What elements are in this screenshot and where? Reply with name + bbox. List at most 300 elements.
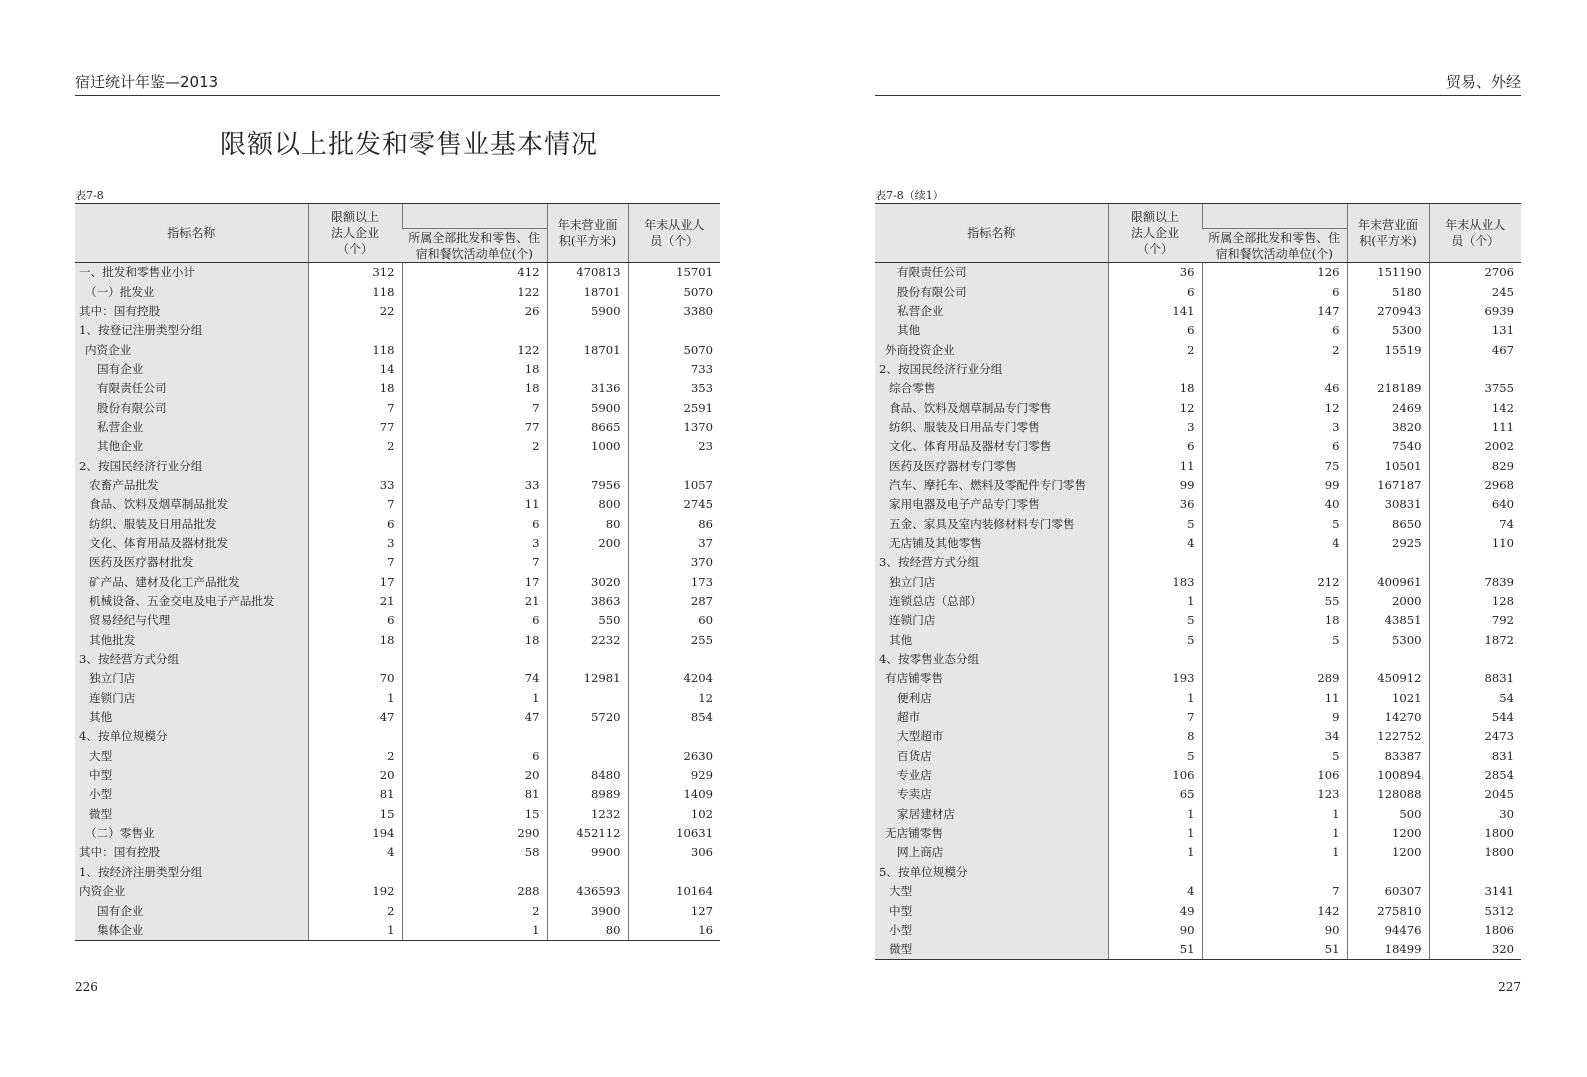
legal-entities-cell: 1 xyxy=(308,921,402,941)
all-units-cell: 46 xyxy=(1202,379,1347,398)
indicator-cell: 医药及医疗器材专门零售 xyxy=(875,456,1108,475)
area-cell: 1200 xyxy=(1347,843,1429,862)
employees-cell: 1409 xyxy=(628,785,720,804)
indicator-cell: 专业店 xyxy=(875,766,1108,785)
table-row xyxy=(875,553,1521,572)
indicator-cell: 超市 xyxy=(875,708,1108,727)
all-units-cell: 3 xyxy=(402,534,547,553)
legal-entities-cell: 2 xyxy=(308,901,402,920)
employees-cell: 854 xyxy=(628,708,720,727)
employees-cell xyxy=(1429,553,1521,572)
indicator-cell: 5、按单位规模分 xyxy=(875,863,1108,882)
legal-entities-cell: 2 xyxy=(308,747,402,766)
legal-entities-cell: 21 xyxy=(308,592,402,611)
area-cell: 5300 xyxy=(1347,631,1429,650)
legal-entities-cell: 5 xyxy=(1108,747,1202,766)
indicator-cell: 贸易经纪与代理 xyxy=(75,611,308,630)
indicator-cell: 其他批发 xyxy=(75,631,308,650)
employees-cell: 2854 xyxy=(1429,766,1521,785)
legal-entities-cell xyxy=(1108,650,1202,669)
area-cell: 18499 xyxy=(1347,940,1429,960)
area-cell: 5900 xyxy=(547,302,628,321)
indicator-cell: 纺织、服装及日用品批发 xyxy=(75,514,308,533)
legal-entities-cell: 49 xyxy=(1108,901,1202,920)
table-row xyxy=(875,340,1521,359)
indicator-cell: 综合零售 xyxy=(875,379,1108,398)
table-row xyxy=(875,360,1521,379)
indicator-cell: 微型 xyxy=(75,805,308,824)
indicator-cell: 股份有限公司 xyxy=(75,398,308,417)
employees-cell: 131 xyxy=(1429,321,1521,340)
employees-cell xyxy=(628,727,720,746)
area-cell: 122752 xyxy=(1347,727,1429,746)
legal-entities-cell: 6 xyxy=(308,611,402,630)
employees-cell: 7839 xyxy=(1429,573,1521,592)
indicator-cell: 其他企业 xyxy=(75,437,308,456)
employees-cell xyxy=(628,650,720,669)
area-cell xyxy=(547,321,628,340)
employees-cell: 2630 xyxy=(628,747,720,766)
indicator-cell: 内资企业 xyxy=(75,340,308,359)
page-number-left: 226 xyxy=(75,980,98,994)
employees-cell: 2706 xyxy=(1429,263,1521,283)
all-units-cell: 9 xyxy=(1202,708,1347,727)
legal-entities-cell: 1 xyxy=(1108,805,1202,824)
employees-cell: 2002 xyxy=(1429,437,1521,456)
area-cell: 8650 xyxy=(1347,514,1429,533)
all-units-cell xyxy=(402,727,547,746)
table-row xyxy=(875,592,1521,611)
area-cell: 1021 xyxy=(1347,689,1429,708)
employees-cell: 2591 xyxy=(628,398,720,417)
legal-entities-cell: 183 xyxy=(1108,573,1202,592)
area-cell xyxy=(1347,863,1429,882)
employees-cell: 23 xyxy=(628,437,720,456)
area-cell: 30831 xyxy=(1347,495,1429,514)
table-row xyxy=(75,302,720,321)
indicator-cell: 矿产品、建材及化工产品批发 xyxy=(75,573,308,592)
table-row xyxy=(75,824,720,843)
employees-cell: 2745 xyxy=(628,495,720,514)
area-cell: 2925 xyxy=(1347,534,1429,553)
table-row xyxy=(875,514,1521,533)
all-units-cell xyxy=(1202,863,1347,882)
header-indicator: 指标名称 xyxy=(75,204,308,263)
employees-cell: 10164 xyxy=(628,882,720,901)
legal-entities-cell: 2 xyxy=(1108,340,1202,359)
legal-entities-cell: 3 xyxy=(1108,418,1202,437)
all-units-cell xyxy=(1202,360,1347,379)
table-row xyxy=(875,863,1521,882)
area-cell: 60307 xyxy=(1347,882,1429,901)
legal-entities-cell xyxy=(308,727,402,746)
area-cell: 3820 xyxy=(1347,418,1429,437)
page-title: 限额以上批发和零售业基本情况 xyxy=(220,130,599,160)
area-cell: 3900 xyxy=(547,901,628,920)
indicator-cell: 连锁门店 xyxy=(75,689,308,708)
page-number-right: 227 xyxy=(1498,980,1521,994)
legal-entities-cell: 6 xyxy=(1108,321,1202,340)
legal-entities-cell xyxy=(308,456,402,475)
table-row xyxy=(875,824,1521,843)
table-row xyxy=(75,882,720,901)
all-units-cell: 4 xyxy=(1202,534,1347,553)
area-cell xyxy=(1347,650,1429,669)
area-cell: 400961 xyxy=(1347,573,1429,592)
indicator-cell: 集体企业 xyxy=(75,921,308,941)
employees-cell: 370 xyxy=(628,553,720,572)
area-cell: 3136 xyxy=(547,379,628,398)
employees-cell: 320 xyxy=(1429,940,1521,960)
stats-table-right xyxy=(875,203,1521,960)
header-legal-entities: 限额以上 法人企业 （个） xyxy=(308,204,402,263)
all-units-cell: 3 xyxy=(1202,418,1347,437)
employees-cell: 831 xyxy=(1429,747,1521,766)
legal-entities-cell: 99 xyxy=(1108,476,1202,495)
legal-entities-cell: 14 xyxy=(308,360,402,379)
area-cell: 18701 xyxy=(547,340,628,359)
table-row xyxy=(75,669,720,688)
indicator-cell: 中型 xyxy=(875,901,1108,920)
all-units-cell: 5 xyxy=(1202,747,1347,766)
table-row xyxy=(75,263,720,283)
indicator-cell: 其他 xyxy=(75,708,308,727)
employees-cell: 111 xyxy=(1429,418,1521,437)
legal-entities-cell: 7 xyxy=(308,553,402,572)
employees-cell xyxy=(628,863,720,882)
legal-entities-cell: 12 xyxy=(1108,398,1202,417)
table-row xyxy=(75,456,720,475)
legal-entities-cell: 36 xyxy=(1108,495,1202,514)
indicator-cell: 国有企业 xyxy=(75,901,308,920)
all-units-cell xyxy=(1202,650,1347,669)
legal-entities-cell: 7 xyxy=(308,398,402,417)
table-row xyxy=(75,650,720,669)
area-cell xyxy=(547,553,628,572)
all-units-cell: 90 xyxy=(1202,921,1347,940)
all-units-cell: 12 xyxy=(1202,398,1347,417)
legal-entities-cell: 6 xyxy=(1108,282,1202,301)
indicator-cell: 其他 xyxy=(875,321,1108,340)
all-units-cell: 106 xyxy=(1202,766,1347,785)
table-row xyxy=(875,263,1521,283)
indicator-cell: 无店铺零售 xyxy=(875,824,1108,843)
indicator-cell: 大型 xyxy=(875,882,1108,901)
all-units-cell: 81 xyxy=(402,785,547,804)
all-units-cell xyxy=(402,321,547,340)
area-cell xyxy=(547,727,628,746)
indicator-cell: 微型 xyxy=(875,940,1108,960)
all-units-cell: 6 xyxy=(402,747,547,766)
area-cell xyxy=(1347,553,1429,572)
area-cell: 5900 xyxy=(547,398,628,417)
table-row xyxy=(875,882,1521,901)
legal-entities-cell: 1 xyxy=(1108,843,1202,862)
all-units-cell: 5 xyxy=(1202,514,1347,533)
table-label-right: 表7-8（续1） xyxy=(875,189,944,202)
header-indicator: 指标名称 xyxy=(875,204,1108,263)
table-row xyxy=(75,495,720,514)
indicator-cell: 纺织、服装及日用品专门零售 xyxy=(875,418,1108,437)
area-cell: 18701 xyxy=(547,282,628,301)
area-cell xyxy=(547,689,628,708)
legal-entities-cell: 90 xyxy=(1108,921,1202,940)
employees-cell: 5312 xyxy=(1429,901,1521,920)
indicator-cell: 家居建材店 xyxy=(875,805,1108,824)
all-units-cell: 40 xyxy=(1202,495,1347,514)
legal-entities-cell: 18 xyxy=(308,631,402,650)
indicator-cell: （二）零售业 xyxy=(75,824,308,843)
all-units-cell: 122 xyxy=(402,340,547,359)
all-units-cell: 21 xyxy=(402,592,547,611)
all-units-cell: 11 xyxy=(402,495,547,514)
running-head-right: 贸易、外经 xyxy=(875,73,1521,96)
legal-entities-cell: 106 xyxy=(1108,766,1202,785)
table-row xyxy=(875,669,1521,688)
employees-cell: 467 xyxy=(1429,340,1521,359)
table-row xyxy=(875,785,1521,804)
header-all-units: 所属全部批发和零售、住 宿和餐饮活动单位(个) xyxy=(1202,229,1347,263)
legal-entities-cell: 5 xyxy=(1108,514,1202,533)
table-label-left: 表7-8 xyxy=(75,189,104,202)
employees-cell: 15701 xyxy=(628,263,720,283)
header-area: 年末营业面 积(平方米) xyxy=(1347,204,1429,263)
all-units-cell: 2 xyxy=(402,901,547,920)
indicator-cell: 私营企业 xyxy=(75,418,308,437)
employees-cell: 3380 xyxy=(628,302,720,321)
employees-cell: 102 xyxy=(628,805,720,824)
indicator-cell: 有限责任公司 xyxy=(75,379,308,398)
legal-entities-cell: 6 xyxy=(1108,437,1202,456)
indicator-cell: 无店铺及其他零售 xyxy=(875,534,1108,553)
legal-entities-cell: 33 xyxy=(308,476,402,495)
all-units-cell: 7 xyxy=(1202,882,1347,901)
all-units-cell: 6 xyxy=(1202,437,1347,456)
area-cell: 80 xyxy=(547,921,628,941)
all-units-cell: 289 xyxy=(1202,669,1347,688)
legal-entities-cell: 22 xyxy=(308,302,402,321)
employees-cell: 54 xyxy=(1429,689,1521,708)
indicator-cell: 小型 xyxy=(875,921,1108,940)
area-cell: 43851 xyxy=(1347,611,1429,630)
table-row xyxy=(875,805,1521,824)
all-units-cell: 18 xyxy=(1202,611,1347,630)
all-units-cell: 51 xyxy=(1202,940,1347,960)
legal-entities-cell: 70 xyxy=(308,669,402,688)
stats-table-left xyxy=(75,203,720,941)
indicator-cell: （一）批发业 xyxy=(75,282,308,301)
employees-cell: 6939 xyxy=(1429,302,1521,321)
table-row xyxy=(875,495,1521,514)
employees-cell: 733 xyxy=(628,360,720,379)
employees-cell: 37 xyxy=(628,534,720,553)
employees-cell: 792 xyxy=(1429,611,1521,630)
table-row xyxy=(75,747,720,766)
legal-entities-cell xyxy=(1108,863,1202,882)
area-cell: 450912 xyxy=(1347,669,1429,688)
table-row xyxy=(875,379,1521,398)
table-row xyxy=(875,398,1521,417)
employees-cell: 1057 xyxy=(628,476,720,495)
indicator-cell: 农畜产品批发 xyxy=(75,476,308,495)
all-units-cell: 18 xyxy=(402,631,547,650)
area-cell: 5300 xyxy=(1347,321,1429,340)
all-units-cell xyxy=(402,863,547,882)
employees-cell: 2045 xyxy=(1429,785,1521,804)
legal-entities-cell: 4 xyxy=(1108,534,1202,553)
all-units-cell: 26 xyxy=(402,302,547,321)
running-head-left: 宿迁统计年鉴—2013 xyxy=(75,73,720,96)
employees-cell xyxy=(628,321,720,340)
indicator-cell: 1、按经济注册类型分组 xyxy=(75,863,308,882)
area-cell: 2469 xyxy=(1347,398,1429,417)
indicator-cell: 小型 xyxy=(75,785,308,804)
legal-entities-cell: 11 xyxy=(1108,456,1202,475)
legal-entities-cell: 118 xyxy=(308,282,402,301)
indicator-cell: 有限责任公司 xyxy=(875,263,1108,283)
table-row xyxy=(75,553,720,572)
area-cell: 167187 xyxy=(1347,476,1429,495)
table-row xyxy=(875,901,1521,920)
legal-entities-cell: 65 xyxy=(1108,785,1202,804)
table-row xyxy=(75,282,720,301)
area-cell xyxy=(547,747,628,766)
all-units-cell: 123 xyxy=(1202,785,1347,804)
area-cell: 1000 xyxy=(547,437,628,456)
area-cell: 1232 xyxy=(547,805,628,824)
table-row xyxy=(875,843,1521,862)
table-row xyxy=(875,437,1521,456)
employees-cell: 287 xyxy=(628,592,720,611)
all-units-cell: 58 xyxy=(402,843,547,862)
area-cell: 100894 xyxy=(1347,766,1429,785)
legal-entities-cell: 5 xyxy=(1108,611,1202,630)
all-units-cell: 7 xyxy=(402,553,547,572)
table-row xyxy=(875,282,1521,301)
employees-cell: 640 xyxy=(1429,495,1521,514)
legal-entities-cell: 7 xyxy=(1108,708,1202,727)
all-units-cell: 33 xyxy=(402,476,547,495)
all-units-cell xyxy=(402,650,547,669)
indicator-cell: 五金、家具及室内装修材料专门零售 xyxy=(875,514,1108,533)
employees-cell: 110 xyxy=(1429,534,1521,553)
table-row xyxy=(75,843,720,862)
indicator-cell: 其他 xyxy=(875,631,1108,650)
area-cell: 7956 xyxy=(547,476,628,495)
table-row xyxy=(75,573,720,592)
employees-cell xyxy=(1429,360,1521,379)
indicator-cell: 其中：国有控股 xyxy=(75,843,308,862)
all-units-cell: 99 xyxy=(1202,476,1347,495)
all-units-cell: 55 xyxy=(1202,592,1347,611)
table-body-right xyxy=(875,263,1521,960)
legal-entities-cell: 312 xyxy=(308,263,402,283)
area-cell: 452112 xyxy=(547,824,628,843)
table-row xyxy=(875,534,1521,553)
area-cell xyxy=(547,863,628,882)
legal-entities-cell: 3 xyxy=(308,534,402,553)
all-units-cell: 5 xyxy=(1202,631,1347,650)
employees-cell: 306 xyxy=(628,843,720,862)
legal-entities-cell: 7 xyxy=(308,495,402,514)
employees-cell: 1800 xyxy=(1429,824,1521,843)
employees-cell: 16 xyxy=(628,921,720,941)
all-units-cell: 6 xyxy=(402,611,547,630)
legal-entities-cell xyxy=(1108,360,1202,379)
table-row xyxy=(875,708,1521,727)
all-units-cell: 15 xyxy=(402,805,547,824)
table-row xyxy=(75,611,720,630)
table-row xyxy=(875,456,1521,475)
table-row xyxy=(75,689,720,708)
table-row xyxy=(875,418,1521,437)
employees-cell: 86 xyxy=(628,514,720,533)
indicator-cell: 食品、饮料及烟草制品批发 xyxy=(75,495,308,514)
employees-cell xyxy=(1429,650,1521,669)
all-units-cell: 47 xyxy=(402,708,547,727)
table-row xyxy=(75,418,720,437)
all-units-cell: 147 xyxy=(1202,302,1347,321)
table-row xyxy=(875,611,1521,630)
table-row xyxy=(875,766,1521,785)
employees-cell: 1872 xyxy=(1429,631,1521,650)
header-all-units: 所属全部批发和零售、住 宿和餐饮活动单位(个) xyxy=(402,229,547,263)
table-row xyxy=(875,631,1521,650)
right-page xyxy=(875,0,1521,1077)
all-units-cell: 412 xyxy=(402,263,547,283)
legal-entities-cell: 1 xyxy=(1108,824,1202,843)
area-cell: 275810 xyxy=(1347,901,1429,920)
indicator-cell: 食品、饮料及烟草制品专门零售 xyxy=(875,398,1108,417)
all-units-cell: 2 xyxy=(1202,340,1347,359)
indicator-cell: 内资企业 xyxy=(75,882,308,901)
legal-entities-cell: 194 xyxy=(308,824,402,843)
area-cell: 436593 xyxy=(547,882,628,901)
table-row xyxy=(75,708,720,727)
legal-entities-cell xyxy=(308,863,402,882)
indicator-cell: 3、按经营方式分组 xyxy=(875,553,1108,572)
area-cell: 10501 xyxy=(1347,456,1429,475)
table-row xyxy=(75,514,720,533)
all-units-cell: 6 xyxy=(402,514,547,533)
area-cell: 200 xyxy=(547,534,628,553)
legal-entities-cell: 1 xyxy=(308,689,402,708)
indicator-cell: 2、按国民经济行业分组 xyxy=(75,456,308,475)
area-cell: 8989 xyxy=(547,785,628,804)
header-legal-entities: 限额以上 法人企业 （个） xyxy=(1108,204,1202,263)
table-row xyxy=(875,302,1521,321)
table-row xyxy=(75,592,720,611)
area-cell: 1200 xyxy=(1347,824,1429,843)
indicator-cell: 独立门店 xyxy=(75,669,308,688)
table-row xyxy=(75,921,720,941)
area-cell: 2000 xyxy=(1347,592,1429,611)
employees-cell: 30 xyxy=(1429,805,1521,824)
indicator-cell: 机械设备、五金交电及电子产品批发 xyxy=(75,592,308,611)
legal-entities-cell: 118 xyxy=(308,340,402,359)
area-cell: 151190 xyxy=(1347,263,1429,283)
employees-cell: 4204 xyxy=(628,669,720,688)
legal-entities-cell: 141 xyxy=(1108,302,1202,321)
legal-entities-cell: 18 xyxy=(1108,379,1202,398)
area-cell xyxy=(547,650,628,669)
indicator-cell: 网上商店 xyxy=(875,843,1108,862)
all-units-cell xyxy=(1202,553,1347,572)
employees-cell: 60 xyxy=(628,611,720,630)
table-row xyxy=(75,805,720,824)
employees-cell: 142 xyxy=(1429,398,1521,417)
legal-entities-cell: 17 xyxy=(308,573,402,592)
